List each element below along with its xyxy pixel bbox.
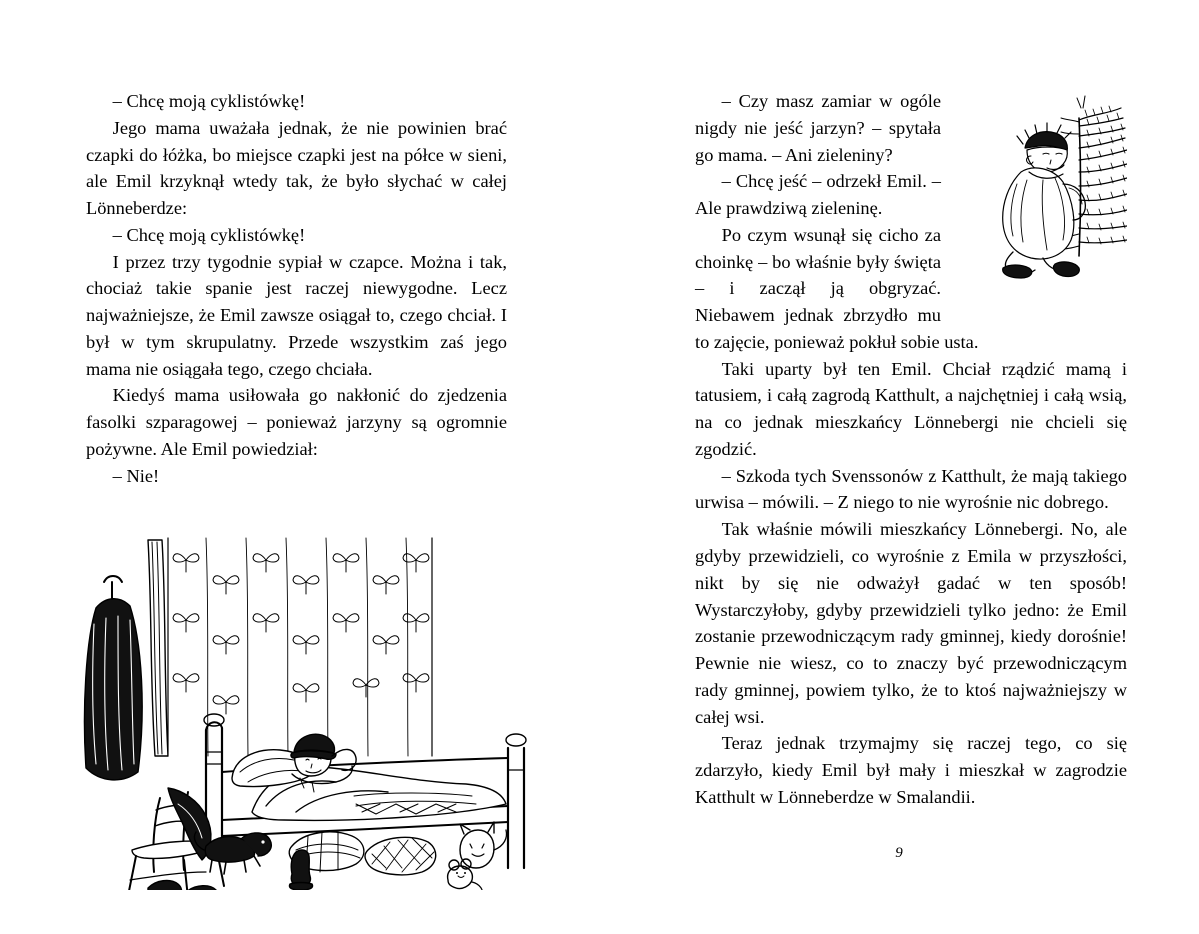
left-page bbox=[0, 0, 599, 934]
paragraph: – Czy masz zamiar w ogóle nigdy nie jeść jarzyn? – spytała go mama. – Ani zieleniny? bbox=[695, 91, 941, 165]
paragraph: Taki uparty był ten Emil. Chciał rządzić mamą i tatusiem, i całą zagrodą Katthult, a najchętniej i całą wsią, na co jednak mieszkańcy Lönnebergi nie chcieli się zgodzić. bbox=[695, 358, 1127, 459]
paragraph: – Szkoda tych Svenssonów z Katthult, że mają takiego urwisa – mówili. – Z niego to nie wyrośnie nic dobrego. bbox=[695, 465, 1127, 513]
paragraph: – Nie! bbox=[112, 465, 160, 486]
paragraph: Jego mama uważała jednak, że nie powinien brać czapki do łóżka, bo miejsce czapki jest na półce w sieni, ale Emil krzyknął wtedy tak, że było słychać w całej Lönneberdze: bbox=[86, 117, 507, 219]
paragraph: Kiedyś mama usiłowała go nakłonić do zjedzenia fasolki szparagowej – ponieważ jarzyny są ogromnie pożywne. Ale Emil powiedział: bbox=[86, 385, 507, 459]
paragraph: – Chcę moją cyklistówkę! bbox=[112, 91, 306, 111]
right-page bbox=[599, 0, 1199, 934]
page-number: 9 bbox=[895, 845, 903, 861]
left-page-text-column bbox=[86, 88, 507, 489]
paragraph: – Chcę jeść – odrzekł Emil. – Ale prawdziwą zieleninę. bbox=[695, 171, 941, 219]
boy-in-bed-illustration bbox=[56, 520, 556, 890]
boy-eating-christmas-tree-illustration bbox=[951, 92, 1127, 302]
paragraph: Tak właśnie mówili mieszkańcy Lönnebergi. No, ale gdyby przewidzieli, co wyrośnie z Emila w przyszłości, nikt by się nie odważył gadać w ten sposób! Wystarczyłoby, gdyby przewidzieli tylko jedno: że Emil zostanie przewodniczącym rady gminnej, kiedy dorośnie! Pewnie nie wiesz, co to znaczy być przewodniczącym rady gminnej, powiem tylko, że to ktoś najważniejszy w całej wsi. bbox=[695, 519, 1127, 727]
paragraph: – Chcę moją cyklistówkę! bbox=[112, 224, 306, 245]
paragraph: I przez trzy tygodnie sypiał w czapce. Można i tak, chociaż takie spanie jest raczej niewygodne. Lecz najważniejsze, że Emil zawsze osiągał to, czego chciał. I był w tym skrupulatny. Przede wszystkim zaś jego mama nie osiągała tego, czego chciała. bbox=[86, 251, 507, 379]
paragraph: Teraz jednak trzymajmy się raczej tego, co się zdarzyło, kiedy Emil był mały i mieszkał w zagrodzie Katthult w Lönneberdze w Smalandii. bbox=[695, 733, 1127, 807]
paragraph: Po czym wsunął się cicho za choinkę – bo właśnie były święta – i zaczął ją obgryzać. Niebawem jednak zbrzydło mu to zajęcie, ponieważ pokłuł sobie usta. bbox=[695, 224, 979, 352]
right-page-text-column bbox=[695, 88, 1127, 811]
